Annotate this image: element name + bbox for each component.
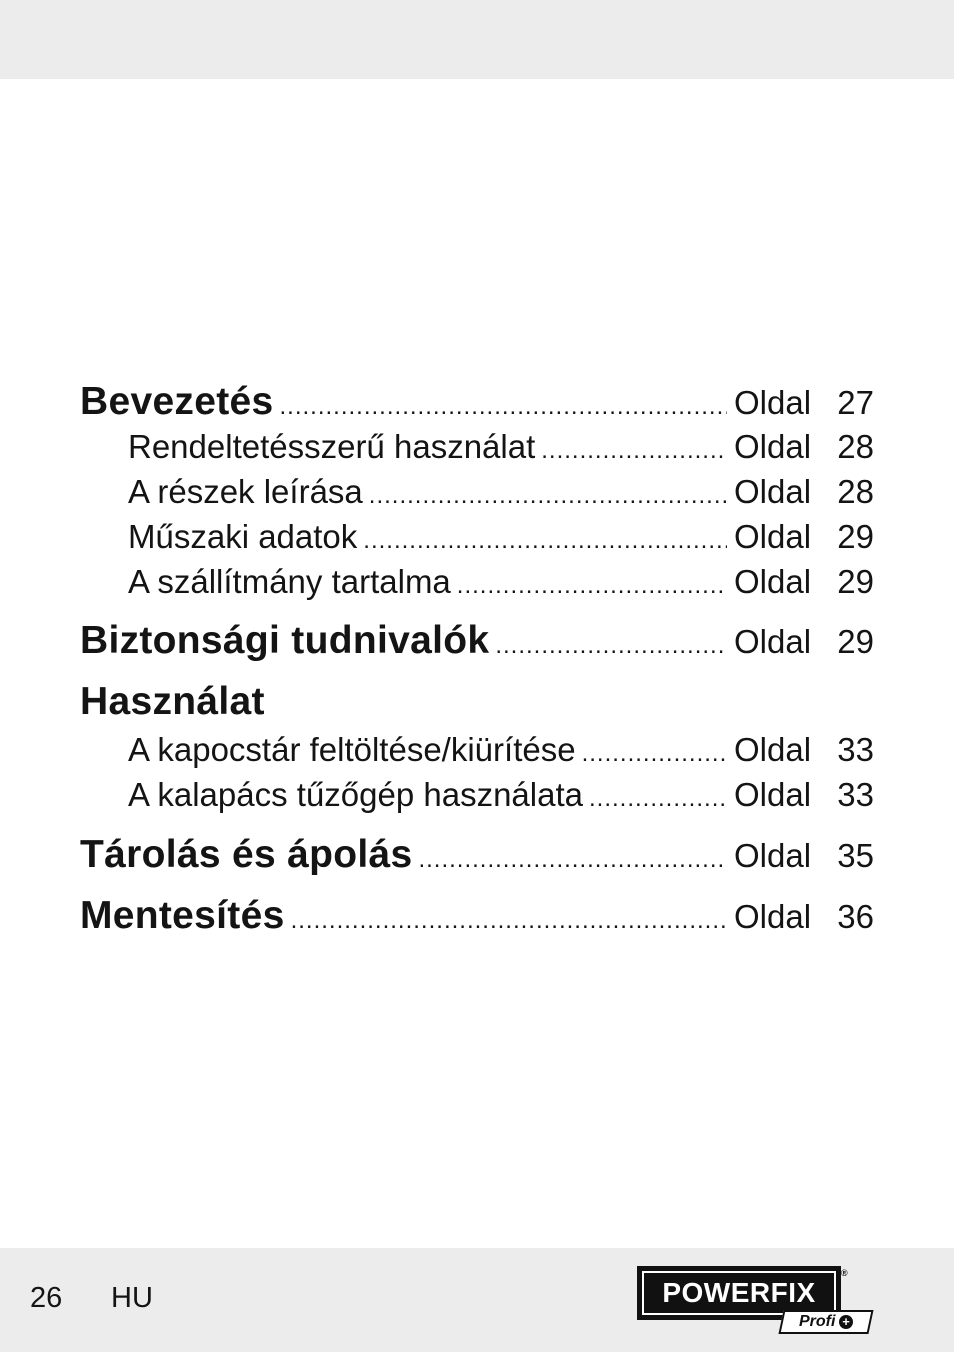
toc-page-word: Oldal bbox=[734, 384, 812, 421]
logo-registered-mark: ® bbox=[841, 1268, 848, 1278]
toc-entry-biztonsagi[interactable] bbox=[80, 619, 874, 663]
toc-entry-muszaki[interactable] bbox=[128, 518, 874, 556]
toc-page-number: 27 bbox=[837, 384, 874, 421]
toc-title: A részek leírása bbox=[128, 473, 363, 510]
toc-page-word: Oldal bbox=[734, 898, 812, 935]
toc-page-word: Oldal bbox=[734, 623, 812, 660]
toc-page-number: 29 bbox=[837, 563, 874, 600]
dot-leader bbox=[541, 437, 727, 465]
toc-page-word: Oldal bbox=[734, 428, 812, 465]
plus-icon: + bbox=[839, 1315, 853, 1329]
toc-title: Biztonsági tudnivalók bbox=[80, 619, 490, 662]
logo-brand-text: POWERFIX bbox=[642, 1271, 836, 1315]
toc-page-number: 29 bbox=[837, 518, 874, 555]
toc-page-number: 35 bbox=[837, 837, 874, 874]
top-band bbox=[0, 0, 954, 79]
toc-page-word: Oldal bbox=[734, 473, 812, 510]
toc-entry-tarolas[interactable] bbox=[80, 833, 874, 877]
toc-page-number: 28 bbox=[837, 473, 874, 510]
dot-leader bbox=[280, 393, 728, 421]
powerfix-profi-logo bbox=[637, 1266, 877, 1338]
toc-title: A kapocstár feltöltése/kiürítése bbox=[128, 731, 576, 768]
toc-title: Rendeltetésszerű használat bbox=[128, 428, 536, 465]
toc-page-word: Oldal bbox=[734, 731, 812, 768]
dot-leader bbox=[369, 482, 727, 510]
toc-entry-szallitmany[interactable] bbox=[128, 563, 874, 601]
toc-title: Mentesítés bbox=[80, 894, 285, 937]
toc-entry-reszek[interactable] bbox=[128, 473, 874, 511]
toc-page-number: 36 bbox=[837, 898, 874, 935]
logo-profi-text: Profi bbox=[798, 1313, 836, 1330]
dot-leader bbox=[495, 632, 727, 660]
toc-entry-kalapacs[interactable] bbox=[128, 776, 874, 814]
dot-leader bbox=[418, 846, 727, 874]
logo-profi-badge bbox=[778, 1310, 873, 1334]
toc-page-number: 33 bbox=[837, 776, 874, 813]
dot-leader bbox=[363, 527, 727, 555]
dot-leader bbox=[291, 907, 727, 935]
dot-leader bbox=[589, 785, 727, 813]
toc-page-number: 29 bbox=[837, 623, 874, 660]
toc-title: Műszaki adatok bbox=[128, 518, 358, 555]
dot-leader bbox=[582, 740, 727, 768]
toc-title: Bevezetés bbox=[80, 380, 274, 423]
toc-title: A kalapács tűzőgép használata bbox=[128, 776, 583, 813]
toc-entry-mentesites[interactable] bbox=[80, 894, 874, 938]
toc-title: Tárolás és ápolás bbox=[80, 833, 413, 876]
toc-page-word: Oldal bbox=[734, 837, 812, 874]
toc-page-word: Oldal bbox=[734, 563, 812, 600]
toc-entry-kapocstar[interactable] bbox=[128, 731, 874, 769]
toc-entry-bevezetes[interactable] bbox=[80, 380, 874, 424]
footer-language-code: HU bbox=[111, 1282, 153, 1314]
footer-page-number: 26 bbox=[30, 1282, 63, 1314]
toc-page-number: 33 bbox=[837, 731, 874, 768]
dot-leader bbox=[457, 572, 727, 600]
toc-page-number: 28 bbox=[837, 428, 874, 465]
toc-heading-hasznalat: Használat bbox=[80, 680, 265, 723]
toc-title: A szállítmány tartalma bbox=[128, 563, 451, 600]
toc-entry-rendeltetes[interactable] bbox=[128, 428, 874, 466]
toc-page-word: Oldal bbox=[734, 518, 812, 555]
toc-page-word: Oldal bbox=[734, 776, 812, 813]
